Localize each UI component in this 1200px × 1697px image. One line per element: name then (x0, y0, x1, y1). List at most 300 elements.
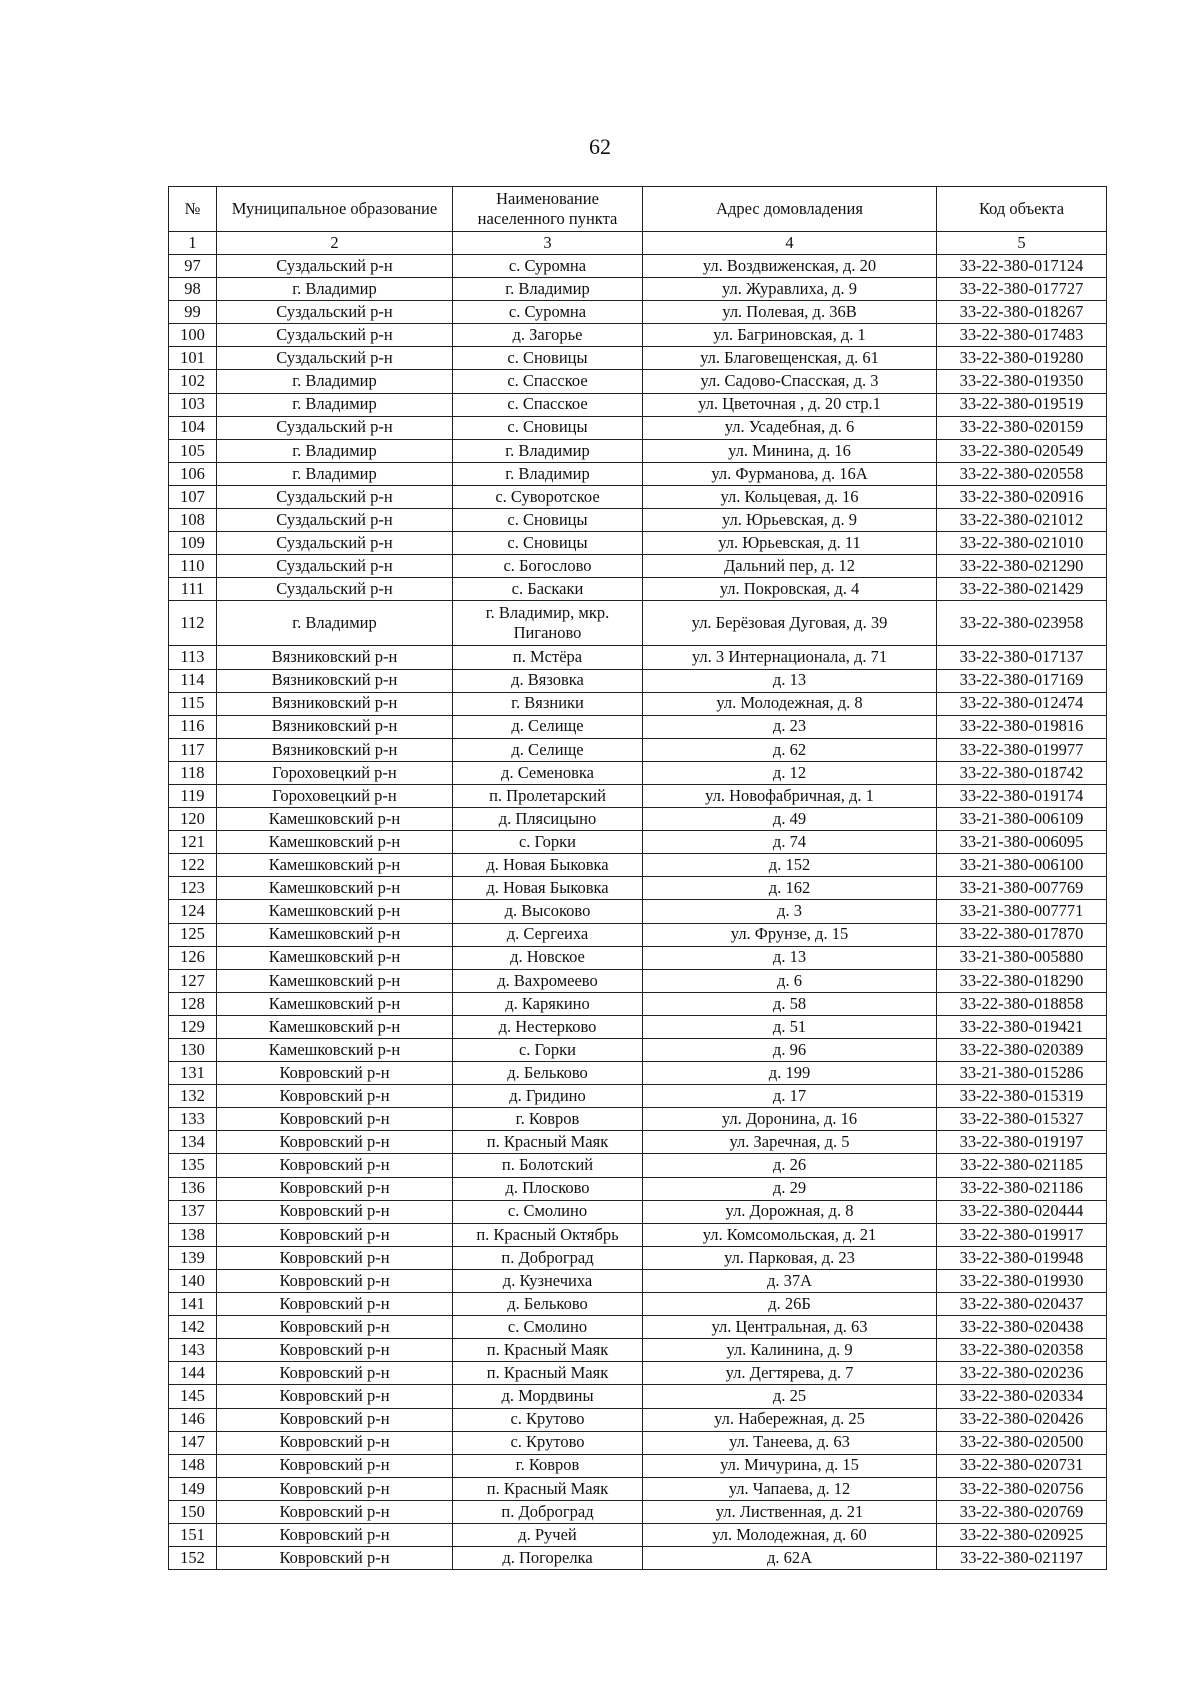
municipality-cell: Суздальский р-н (217, 347, 453, 370)
address-cell: ул. Доронина, д. 16 (643, 1108, 937, 1131)
table-row (169, 1269, 1107, 1292)
object-code-cell: 33-22-380-019350 (937, 370, 1107, 393)
column-number: 2 (217, 232, 453, 255)
address-cell: ул. Покровская, д. 4 (643, 578, 937, 601)
object-code-cell: 33-22-380-020426 (937, 1408, 1107, 1431)
address-cell: д. 13 (643, 669, 937, 692)
municipality-cell: Суздальский р-н (217, 301, 453, 324)
address-cell: д. 23 (643, 715, 937, 738)
table-row (169, 485, 1107, 508)
settlement-cell: с. Баскаки (453, 578, 643, 601)
settlement-cell: д. Сергеиха (453, 923, 643, 946)
object-code-cell: 33-22-380-020334 (937, 1385, 1107, 1408)
object-code-cell: 33-21-380-005880 (937, 946, 1107, 969)
object-code-cell: 33-22-380-018290 (937, 969, 1107, 992)
table-row (169, 1108, 1107, 1131)
column-number: 3 (453, 232, 643, 255)
address-cell: ул. Юрьевская, д. 9 (643, 509, 937, 532)
municipality-cell: Суздальский р-н (217, 555, 453, 578)
column-header-settlement: Наименование населенного пункта (453, 187, 643, 232)
address-cell: д. 17 (643, 1085, 937, 1108)
municipality-cell: Ковровский р-н (217, 1431, 453, 1454)
column-header-municipality: Муниципальное образование (217, 187, 453, 232)
object-code-cell: 33-22-380-021012 (937, 509, 1107, 532)
table-row (169, 1523, 1107, 1546)
row-number-cell: 141 (169, 1293, 217, 1316)
table-row (169, 761, 1107, 784)
address-cell: ул. Фурманова, д. 16А (643, 462, 937, 485)
address-cell: ул. Чапаева, д. 12 (643, 1477, 937, 1500)
object-code-cell: 33-21-380-006095 (937, 831, 1107, 854)
settlement-cell: п. Красный Маяк (453, 1362, 643, 1385)
row-number-cell: 127 (169, 969, 217, 992)
table-row (169, 416, 1107, 439)
municipality-cell: Ковровский р-н (217, 1223, 453, 1246)
row-number-cell: 140 (169, 1269, 217, 1292)
municipality-cell: Ковровский р-н (217, 1316, 453, 1339)
row-number-cell: 122 (169, 854, 217, 877)
object-code-cell: 33-22-380-020916 (937, 485, 1107, 508)
municipality-cell: Гороховецкий р-н (217, 761, 453, 784)
settlement-cell: с. Сновицы (453, 532, 643, 555)
address-cell: д. 29 (643, 1177, 937, 1200)
municipality-cell: Камешковский р-н (217, 877, 453, 900)
table-row (169, 923, 1107, 946)
row-number-cell: 121 (169, 831, 217, 854)
row-number-cell: 132 (169, 1085, 217, 1108)
row-number-cell: 124 (169, 900, 217, 923)
address-cell: ул. Дегтярева, д. 7 (643, 1362, 937, 1385)
row-number-cell: 111 (169, 578, 217, 601)
address-cell: ул. Центральная, д. 63 (643, 1316, 937, 1339)
row-number-cell: 99 (169, 301, 217, 324)
column-number: 5 (937, 232, 1107, 255)
table-row (169, 1316, 1107, 1339)
settlement-cell: д. Нестерково (453, 1015, 643, 1038)
object-code-cell: 33-22-380-019174 (937, 784, 1107, 807)
row-number-cell: 120 (169, 808, 217, 831)
address-cell: ул. Комсомольская, д. 21 (643, 1223, 937, 1246)
row-number-cell: 105 (169, 439, 217, 462)
row-number-cell: 149 (169, 1477, 217, 1500)
municipality-cell: Суздальский р-н (217, 532, 453, 555)
address-cell: д. 162 (643, 877, 937, 900)
address-cell: ул. Мичурина, д. 15 (643, 1454, 937, 1477)
object-code-cell: 33-22-380-018267 (937, 301, 1107, 324)
settlement-cell: с. Суромна (453, 301, 643, 324)
row-number-cell: 129 (169, 1015, 217, 1038)
address-cell: ул. Воздвиженская, д. 20 (643, 255, 937, 278)
address-cell: ул. Калинина, д. 9 (643, 1339, 937, 1362)
address-cell: Дальний пер, д. 12 (643, 555, 937, 578)
table-row (169, 715, 1107, 738)
object-code-cell: 33-22-380-021290 (937, 555, 1107, 578)
municipality-cell: Ковровский р-н (217, 1246, 453, 1269)
object-code-cell: 33-22-380-021186 (937, 1177, 1107, 1200)
address-cell: д. 3 (643, 900, 937, 923)
municipality-cell: Вязниковский р-н (217, 669, 453, 692)
address-cell: ул. Кольцевая, д. 16 (643, 485, 937, 508)
settlement-cell: д. Погорелка (453, 1547, 643, 1570)
table-row (169, 738, 1107, 761)
settlement-cell: п. Красный Октябрь (453, 1223, 643, 1246)
municipality-cell: Камешковский р-н (217, 923, 453, 946)
settlement-cell: с. Спасское (453, 393, 643, 416)
table-row (169, 646, 1107, 669)
object-code-cell: 33-22-380-020389 (937, 1039, 1107, 1062)
settlement-cell: с. Суромна (453, 255, 643, 278)
settlement-cell: с. Богослово (453, 555, 643, 578)
municipality-cell: г. Владимир (217, 393, 453, 416)
address-cell: ул. Садово-Спасская, д. 3 (643, 370, 937, 393)
municipality-cell: г. Владимир (217, 439, 453, 462)
row-number-cell: 118 (169, 761, 217, 784)
settlement-cell: д. Новское (453, 946, 643, 969)
address-cell: ул. Парковая, д. 23 (643, 1246, 937, 1269)
object-code-cell: 33-21-380-015286 (937, 1062, 1107, 1085)
row-number-cell: 97 (169, 255, 217, 278)
table-row (169, 324, 1107, 347)
row-number-cell: 151 (169, 1523, 217, 1546)
object-code-cell: 33-22-380-020769 (937, 1500, 1107, 1523)
row-number-cell: 130 (169, 1039, 217, 1062)
municipality-cell: Суздальский р-н (217, 255, 453, 278)
table-row (169, 1177, 1107, 1200)
table-row (169, 347, 1107, 370)
table-row (169, 1062, 1107, 1085)
object-code-cell: 33-22-380-019197 (937, 1131, 1107, 1154)
row-number-cell: 146 (169, 1408, 217, 1431)
municipality-cell: Ковровский р-н (217, 1523, 453, 1546)
municipality-cell: Вязниковский р-н (217, 646, 453, 669)
address-cell: д. 74 (643, 831, 937, 854)
address-cell: д. 26Б (643, 1293, 937, 1316)
settlement-cell: п. Болотский (453, 1154, 643, 1177)
municipality-cell: Вязниковский р-н (217, 738, 453, 761)
object-code-cell: 33-22-380-019930 (937, 1269, 1107, 1292)
municipality-cell: Суздальский р-н (217, 324, 453, 347)
settlement-cell: с. Крутово (453, 1431, 643, 1454)
object-code-cell: 33-22-380-021429 (937, 578, 1107, 601)
row-number-cell: 101 (169, 347, 217, 370)
object-code-cell: 33-22-380-019948 (937, 1246, 1107, 1269)
municipality-cell: Ковровский р-н (217, 1339, 453, 1362)
column-header-address: Адрес домовладения (643, 187, 937, 232)
row-number-cell: 144 (169, 1362, 217, 1385)
settlement-cell: д. Бельково (453, 1062, 643, 1085)
row-number-cell: 135 (169, 1154, 217, 1177)
settlement-cell: д. Бельково (453, 1293, 643, 1316)
row-number-cell: 139 (169, 1246, 217, 1269)
row-number-cell: 136 (169, 1177, 217, 1200)
row-number-cell: 106 (169, 462, 217, 485)
row-number-cell: 123 (169, 877, 217, 900)
row-number-cell: 108 (169, 509, 217, 532)
municipality-cell: Ковровский р-н (217, 1477, 453, 1500)
address-cell: ул. Цветочная , д. 20 стр.1 (643, 393, 937, 416)
object-code-cell: 33-22-380-019421 (937, 1015, 1107, 1038)
settlement-cell: с. Сновицы (453, 416, 643, 439)
address-cell: ул. Дорожная, д. 8 (643, 1200, 937, 1223)
address-cell: ул. Багриновская, д. 1 (643, 324, 937, 347)
settlement-cell: д. Высоково (453, 900, 643, 923)
table-row (169, 601, 1107, 646)
row-number-cell: 152 (169, 1547, 217, 1570)
row-number-cell: 134 (169, 1131, 217, 1154)
municipality-cell: Ковровский р-н (217, 1454, 453, 1477)
object-code-cell: 33-22-380-019519 (937, 393, 1107, 416)
address-cell: ул. Юрьевская, д. 11 (643, 532, 937, 555)
address-cell: ул. Новофабричная, д. 1 (643, 784, 937, 807)
table-row (169, 969, 1107, 992)
object-code-cell: 33-22-380-019977 (937, 738, 1107, 761)
row-number-cell: 147 (169, 1431, 217, 1454)
settlement-cell: с. Смолино (453, 1316, 643, 1339)
row-number-cell: 98 (169, 278, 217, 301)
table-body (169, 255, 1107, 1570)
object-code-cell: 33-22-380-020236 (937, 1362, 1107, 1385)
table-row (169, 1200, 1107, 1223)
address-cell: ул. Благовещенская, д. 61 (643, 347, 937, 370)
table-row (169, 1477, 1107, 1500)
municipality-cell: Камешковский р-н (217, 946, 453, 969)
municipality-cell: Суздальский р-н (217, 509, 453, 532)
settlement-cell: с. Смолино (453, 1200, 643, 1223)
address-cell: д. 96 (643, 1039, 937, 1062)
object-code-cell: 33-22-380-018742 (937, 761, 1107, 784)
table-row (169, 900, 1107, 923)
row-number-cell: 100 (169, 324, 217, 347)
municipality-cell: Вязниковский р-н (217, 692, 453, 715)
settlement-cell: д. Селище (453, 715, 643, 738)
object-code-cell: 33-22-380-021010 (937, 532, 1107, 555)
address-cell: д. 152 (643, 854, 937, 877)
municipality-cell: Ковровский р-н (217, 1362, 453, 1385)
settlement-cell: с. Крутово (453, 1408, 643, 1431)
address-cell: д. 25 (643, 1385, 937, 1408)
address-cell: ул. Молодежная, д. 60 (643, 1523, 937, 1546)
address-cell: д. 51 (643, 1015, 937, 1038)
settlement-cell: п. Пролетарский (453, 784, 643, 807)
table-row (169, 992, 1107, 1015)
settlement-cell: д. Вахромеево (453, 969, 643, 992)
municipality-cell: Ковровский р-н (217, 1108, 453, 1131)
municipality-cell: г. Владимир (217, 370, 453, 393)
municipality-cell: Суздальский р-н (217, 416, 453, 439)
municipality-cell: Камешковский р-н (217, 969, 453, 992)
address-cell: ул. Молодежная, д. 8 (643, 692, 937, 715)
municipality-cell: Ковровский р-н (217, 1062, 453, 1085)
row-number-cell: 133 (169, 1108, 217, 1131)
object-code-cell: 33-22-380-015327 (937, 1108, 1107, 1131)
row-number-cell: 137 (169, 1200, 217, 1223)
table-row (169, 393, 1107, 416)
municipality-cell: Ковровский р-н (217, 1200, 453, 1223)
settlement-cell: д. Плосково (453, 1177, 643, 1200)
row-number-cell: 142 (169, 1316, 217, 1339)
address-cell: ул. Минина, д. 16 (643, 439, 937, 462)
address-cell: ул. Набережная, д. 25 (643, 1408, 937, 1431)
settlement-cell: д. Кузнечиха (453, 1269, 643, 1292)
object-code-cell: 33-22-380-020358 (937, 1339, 1107, 1362)
settlement-cell: д. Плясицыно (453, 808, 643, 831)
address-cell: д. 199 (643, 1062, 937, 1085)
address-cell: ул. Журавлиха, д. 9 (643, 278, 937, 301)
row-number-cell: 107 (169, 485, 217, 508)
settlement-cell: п. Красный Маяк (453, 1131, 643, 1154)
municipality-cell: Ковровский р-н (217, 1385, 453, 1408)
settlement-cell: п. Мстёра (453, 646, 643, 669)
column-header-number: № (169, 187, 217, 232)
municipality-cell: Гороховецкий р-н (217, 784, 453, 807)
municipality-cell: Камешковский р-н (217, 854, 453, 877)
object-code-cell: 33-22-380-020444 (937, 1200, 1107, 1223)
municipality-cell: Ковровский р-н (217, 1085, 453, 1108)
settlement-cell: г. Владимир (453, 439, 643, 462)
settlement-cell: п. Доброград (453, 1500, 643, 1523)
settlement-cell: д. Ручей (453, 1523, 643, 1546)
column-header-object-code: Код объекта (937, 187, 1107, 232)
address-cell: ул. Танеева, д. 63 (643, 1431, 937, 1454)
table-row (169, 692, 1107, 715)
table-row (169, 1039, 1107, 1062)
table-row (169, 1385, 1107, 1408)
municipality-cell: г. Владимир (217, 278, 453, 301)
settlement-cell: п. Красный Маяк (453, 1339, 643, 1362)
address-cell: д. 13 (643, 946, 937, 969)
object-code-cell: 33-22-380-015319 (937, 1085, 1107, 1108)
object-code-cell: 33-22-380-019280 (937, 347, 1107, 370)
address-cell: ул. Полевая, д. 36В (643, 301, 937, 324)
object-code-cell: 33-22-380-021185 (937, 1154, 1107, 1177)
object-code-cell: 33-22-380-020438 (937, 1316, 1107, 1339)
row-number-cell: 115 (169, 692, 217, 715)
row-number-cell: 114 (169, 669, 217, 692)
municipality-cell: Ковровский р-н (217, 1500, 453, 1523)
address-cell: ул. Берёзовая Дуговая, д. 39 (643, 601, 937, 646)
settlement-cell: с. Горки (453, 831, 643, 854)
object-code-cell: 33-22-380-020437 (937, 1293, 1107, 1316)
table-row (169, 784, 1107, 807)
table-row (169, 946, 1107, 969)
settlement-cell: г. Ковров (453, 1108, 643, 1131)
table-row (169, 1131, 1107, 1154)
settlement-cell: д. Загорье (453, 324, 643, 347)
table-row (169, 1500, 1107, 1523)
municipality-cell: Ковровский р-н (217, 1177, 453, 1200)
row-number-cell: 131 (169, 1062, 217, 1085)
settlement-cell: д. Семеновка (453, 761, 643, 784)
table-row (169, 1293, 1107, 1316)
table-row (169, 1408, 1107, 1431)
row-number-cell: 112 (169, 601, 217, 646)
municipality-cell: Камешковский р-н (217, 808, 453, 831)
municipality-cell: Суздальский р-н (217, 485, 453, 508)
table-row (169, 1362, 1107, 1385)
column-number: 4 (643, 232, 937, 255)
object-code-cell: 33-22-380-017727 (937, 278, 1107, 301)
table-row (169, 877, 1107, 900)
object-code-cell: 33-22-380-018858 (937, 992, 1107, 1015)
row-number-cell: 138 (169, 1223, 217, 1246)
row-number-cell: 143 (169, 1339, 217, 1362)
settlement-cell: д. Гридино (453, 1085, 643, 1108)
row-number-cell: 109 (169, 532, 217, 555)
settlement-cell: д. Новая Быковка (453, 854, 643, 877)
municipality-cell: Ковровский р-н (217, 1547, 453, 1570)
row-number-cell: 145 (169, 1385, 217, 1408)
settlement-cell: г. Владимир (453, 278, 643, 301)
object-code-cell: 33-22-380-020756 (937, 1477, 1107, 1500)
address-cell: ул. Усадебная, д. 6 (643, 416, 937, 439)
address-cell: д. 62А (643, 1547, 937, 1570)
row-number-cell: 117 (169, 738, 217, 761)
settlement-cell: д. Новая Быковка (453, 877, 643, 900)
table-row (169, 1223, 1107, 1246)
settlement-cell: п. Доброград (453, 1246, 643, 1269)
address-cell: ул. 3 Интернационала, д. 71 (643, 646, 937, 669)
settlement-cell: п. Красный Маяк (453, 1477, 643, 1500)
object-code-cell: 33-22-380-021197 (937, 1547, 1107, 1570)
table-row (169, 1431, 1107, 1454)
settlement-cell: с. Горки (453, 1039, 643, 1062)
table-row (169, 439, 1107, 462)
municipality-cell: г. Владимир (217, 462, 453, 485)
municipality-cell: Камешковский р-н (217, 1015, 453, 1038)
row-number-cell: 148 (169, 1454, 217, 1477)
address-cell: д. 49 (643, 808, 937, 831)
row-number-cell: 110 (169, 555, 217, 578)
settlement-cell: с. Сновицы (453, 509, 643, 532)
table-row (169, 1339, 1107, 1362)
table-row (169, 1547, 1107, 1570)
address-cell: ул. Фрунзе, д. 15 (643, 923, 937, 946)
table-row (169, 1015, 1107, 1038)
table-row (169, 854, 1107, 877)
object-code-cell: 33-21-380-006109 (937, 808, 1107, 831)
object-code-cell: 33-22-380-017124 (937, 255, 1107, 278)
row-number-cell: 113 (169, 646, 217, 669)
row-number-cell: 125 (169, 923, 217, 946)
column-number: 1 (169, 232, 217, 255)
table-row (169, 301, 1107, 324)
column-number-row (169, 232, 1107, 255)
object-code-cell: 33-22-380-020925 (937, 1523, 1107, 1546)
table-row (169, 509, 1107, 532)
address-cell: д. 6 (643, 969, 937, 992)
object-code-cell: 33-22-380-019917 (937, 1223, 1107, 1246)
header-row (169, 187, 1107, 232)
object-code-cell: 33-21-380-006100 (937, 854, 1107, 877)
object-code-cell: 33-22-380-023958 (937, 601, 1107, 646)
settlement-cell: г. Ковров (453, 1454, 643, 1477)
registry-table (168, 186, 1107, 1570)
table-row (169, 462, 1107, 485)
settlement-cell: г. Владимир, мкр. Пиганово (453, 601, 643, 646)
address-cell: ул. Лиственная, д. 21 (643, 1500, 937, 1523)
object-code-cell: 33-22-380-017137 (937, 646, 1107, 669)
address-cell: д. 37А (643, 1269, 937, 1292)
object-code-cell: 33-21-380-007771 (937, 900, 1107, 923)
municipality-cell: Камешковский р-н (217, 900, 453, 923)
municipality-cell: Ковровский р-н (217, 1154, 453, 1177)
page-number: 62 (589, 134, 611, 159)
table-row (169, 255, 1107, 278)
row-number-cell: 150 (169, 1500, 217, 1523)
object-code-cell: 33-22-380-017169 (937, 669, 1107, 692)
table-row (169, 831, 1107, 854)
object-code-cell: 33-22-380-020549 (937, 439, 1107, 462)
